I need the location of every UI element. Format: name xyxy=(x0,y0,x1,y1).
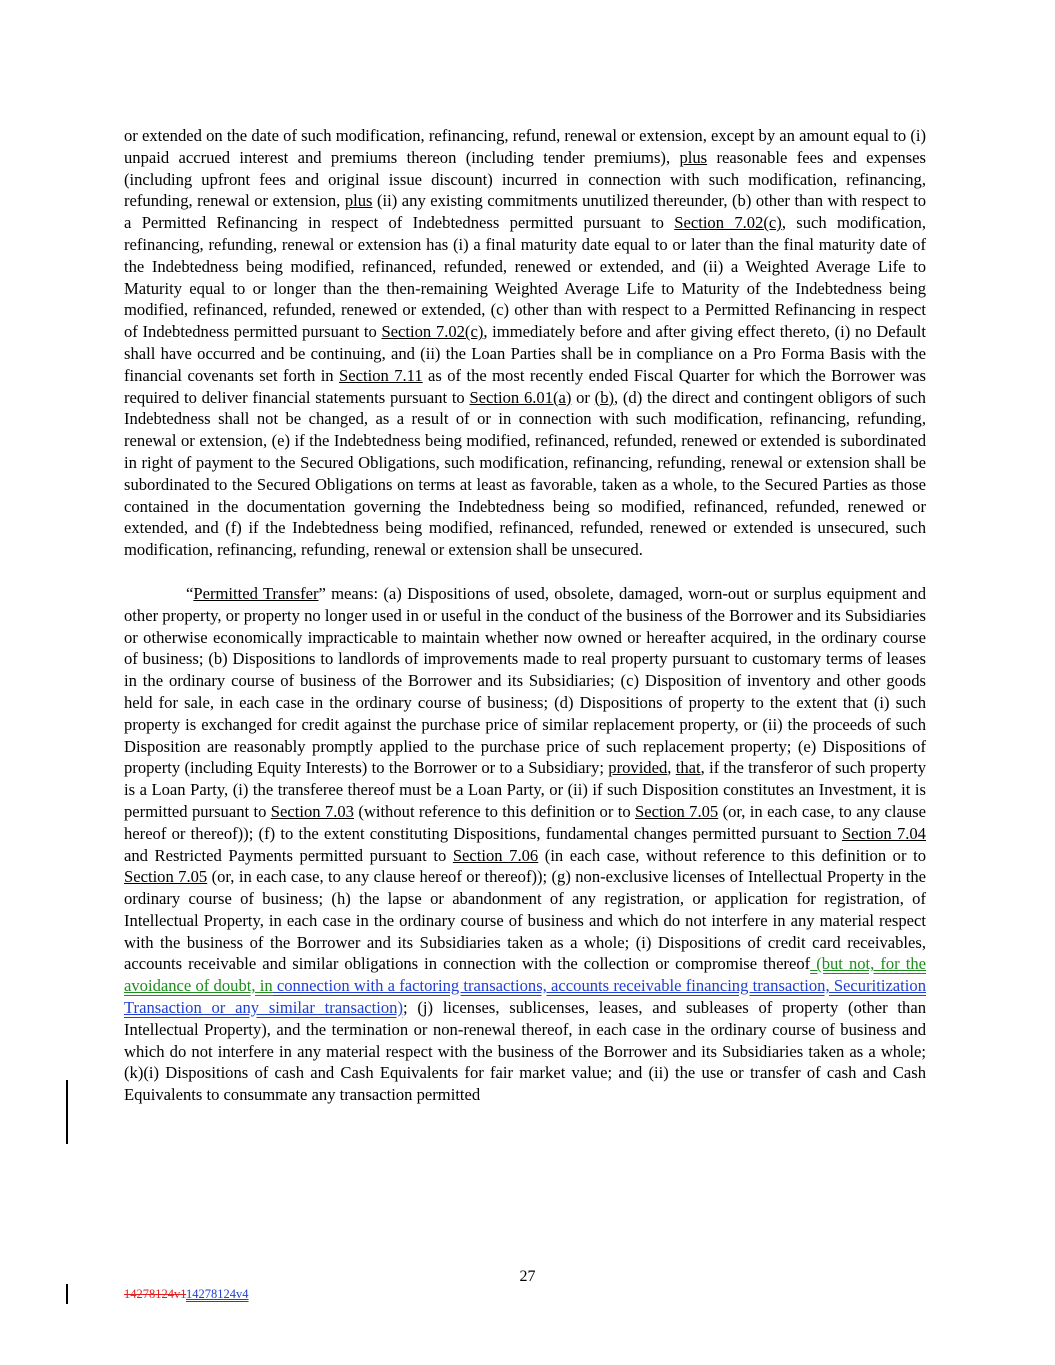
inserted-text-green: (but not, for the avoidance of doubt, in xyxy=(124,954,926,996)
section-reference: (b) xyxy=(594,387,615,407)
section-reference: Section 7.05 xyxy=(124,867,208,887)
footer-change-bar xyxy=(66,1284,68,1304)
that-term: that xyxy=(675,758,701,778)
section-reference: Section 7.04 xyxy=(841,823,926,843)
section-reference: Section 7.05 xyxy=(635,801,719,821)
deleted-doc-id: 14278124v1 xyxy=(124,1287,187,1301)
section-reference: Section 7.11 xyxy=(339,365,423,385)
document-id xyxy=(124,1287,249,1302)
defined-term: Permitted Transfer xyxy=(193,583,319,603)
page-number: 27 xyxy=(519,1268,536,1285)
plus-term: plus xyxy=(679,147,708,167)
inserted-text-blue: connection with a factoring transactions, accounts receivable financing transaction, Securitization Transaction or any similar transaction) xyxy=(124,976,926,1018)
paragraph-permitted-transfer: “Permitted Transfer” means: (a) Dispositions of used, obsolete, damaged, worn-out or surplus equipment and other property, or property no longer used in or useful in the conduct of the business of the Borrower and its Subsidiaries or otherwise economically impracticable to maintain whether now owned or hereafter acquired, in the ordinary course of business; (b) Dispositions to landlords of improvements made to real property pursuant to customary terms of leases in the ordinary course of business of the Borrower and its Subsidiaries; (c) Disposition of inventory and other goods held for sale, in each case in the ordinary course of business; (d) Dispositions of property to the extent that (i) such property is exchanged for credit against the purchase price of similar replacement property, or (ii) the proceeds of such Disposition are reasonably promptly applied to the purchase price of such replacement property; (e) Dispositions of property (including Equity Interests) to the Borrower or to a Subsidiary; provided, that, if the transferor of such property is a Loan Party, (i) the transferee thereof must be a Loan Party, or (ii) if such Disposition constitutes an Investment, it is permitted pursuant to Section 7.03 (without reference to this definition or to Section 7.05 (or, in each case, to any clause hereof or thereof)); (f) to the extent constituting Dispositions, fundamental changes permitted pursuant to Section 7.04 and Restricted Payments permitted pursuant to Section 7.06 (in each case, without reference to this definition or to Section 7.05 (or, in each case, to any clause hereof or thereof)); (g) non-exclusive licenses of Intellectual Property in the ordinary course of business; (h) the lapse or abandonment of any registration, or application for registration, of Intellectual Property, in each case in the ordinary course of business and which do not interfere in any material respect with the business of the Borrower and its Subsidiaries taken as a whole; (i) Dispositions of credit card receivables, accounts receivable and similar obligations in connection with the collection or compromise thereof (but not, for the avoidance of doubt, in connection with a factoring transactions, accounts receivable financing transaction, Securitization Transaction or any similar transaction); (j) licenses, sublicenses, leases, and subleases of property (other than Intellectual Property), and the termination or non-renewal thereof, in each case in the ordinary course of business and which do not interfere in any material respect with the business of the Borrower and its Subsidiaries taken as a whole; (k)(i) Dispositions of cash and Cash Equivalents for fair market value; and (ii) the use or transfer of cash and Cash Equivalents to consummate any transaction permitted xyxy=(124,583,927,1105)
provided-term: provided xyxy=(608,758,668,778)
paragraph-refinancing-continuation: or extended on the date of such modification, refinancing, refund, renewal or extension, except by an amount equal to (i) unpaid accrued interest and premiums thereon (including tender premiums), plus reasonable fees and expenses (including upfront fees and original issue discount) incurred in connection with such modification, refinancing, refunding, renewal or extension, plus (ii) any existing commitments unutilized thereunder, (b) other than with respect to a Permitted Refinancing in respect of Indebtedness permitted pursuant to Section 7.02(c), such modification, refinancing, refunding, renewal or extension has (i) a final maturity date equal to or later than the final maturity date of the Indebtedness being modified, refinanced, refunded, renewed or extended, and (ii) a Weighted Average Life to Maturity equal to or longer than the then-remaining Weighted Average Life to Maturity of the Indebtedness being modified, refinanced, refunded, renewed or extended, (c) other than with respect to a Permitted Refinancing in respect of Indebtedness permitted pursuant to Section 7.02(c), immediately before and after giving effect thereto, (i) no Default shall have occurred and be continuing, and (ii) the Loan Parties shall be in compliance on a Pro Forma Basis with the financial covenants set forth in Section 7.11 as of the most recently ended Fiscal Quarter for which the Borrower was required to deliver financial statements pursuant to Section 6.01(a) or (b), (d) the direct and contingent obligors of such Indebtedness shall not be changed, as a result of or in connection with such modification, refinancing, refunding, renewal or extension, (e) if the Indebtedness being modified, refinanced, refunded, renewed or extended is subordinated in right of payment to the Secured Obligations, such modification, refinancing, refunding, renewal or extension shall be subordinated to the Secured Obligations on terms at least as favorable, taken as a whole, to the Secured Parties as those contained in the documentation governing the Indebtedness being so modified, refinanced, refunded, renewed or extended, and (f) if the Indebtedness being modified, refinanced, refunded, renewed or extended is unsecured, such modification, refinancing, refunding, renewal or extension shall be unsecured. xyxy=(124,126,926,560)
document-page xyxy=(124,125,926,1106)
section-reference: Section 7.02(c) xyxy=(381,322,484,342)
change-bar xyxy=(66,1080,68,1144)
section-reference: Section 7.06 xyxy=(452,845,539,865)
plus-term: plus xyxy=(344,191,373,211)
inserted-doc-id: 14278124v4 xyxy=(186,1287,249,1301)
section-reference: Section 7.03 xyxy=(270,801,354,821)
section-reference: Section 7.02(c) xyxy=(674,213,782,233)
section-reference: Section 6.01(a) xyxy=(469,387,572,407)
